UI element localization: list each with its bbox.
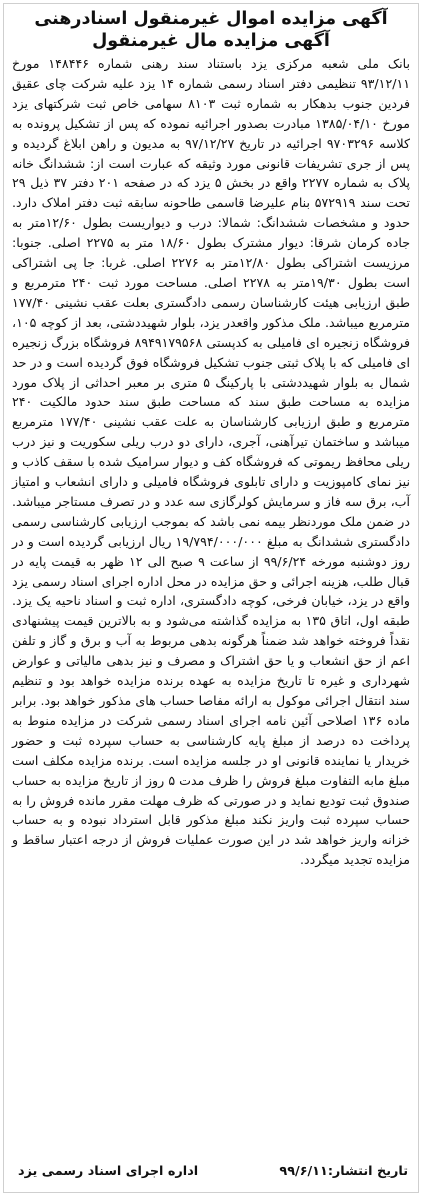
issuing-office: اداره اجرای اسناد رسمی یزد — [18, 1164, 199, 1179]
notice-subtitle: آگهی مزایده مال غیرمنقول — [92, 31, 330, 51]
publication-date: تاریخ انتشار:۹۹/۶/۱۱ — [279, 1164, 408, 1179]
auction-notice — [3, 3, 419, 1193]
notice-body: بانک ملی شعبه مرکزی یزد باستناد سند رهنی شماره ۱۴۸۴۴۶ مورخ ۹۳/۱۲/۱۱ تنظیمی دفتر اسناد رسمی شماره ۱۴ یزد علیه شرکت چای عقیق فردین جنوب بدهکار به شماره ثبت ۸۱۰۳ سهامی خاص ثبت شرکتهای یزد مورخ ۱۳۸۵/۰۴/۱۰ مبادرت بصدور اجرائیه نموده که پس از تشکیل پرونده به کلاسه ۹۷۰۳۲۹۶ اجرائیه در تاریخ ۹۷/۱۲/۲۷ به مدیون و راهن ابلاغ گردیده و پس از جری تشریفات قانونی مورد وثیقه که عبارت است از: ششدانگ خانه پلاک به شماره ۲۲۷۷ واقع در بخش ۵ یزد که در صفحه ۲۰۱ دفتر ۳۷ ذیل ۲۹ تحت سند ۵۷۲۹۱۹ بنام علیرضا قاسمی طاحونه سابقه ثبت دفتر املاک دارد. حدود و مشخصات ششدانگ: شمالا: درب و دیواریست بطول ۱۲/۶۰متر به جاده کرمان شرقا: دیوار مشترک بطول ۱۸/۶۰ متر به ۲۲۷۵ اصلی. جنوبا: مرزیست اشتراکی بطول ۱۲/۸۰متر به ۲۲۷۶ اصلی. غربا: جا پی اشتراکی است بطول ۱۹/۳۰متر به ۲۲۷۸ اصلی. مساحت مورد ثبت ۲۴۰ مترمربع و طبق ارزیابی هیئت کارشناسان رسمی دادگستری بعلت عقب نشینی ۱۷۷/۴۰ مترمربع میباشد. ملک مذکور واقعدر یزد، بلوار شهیددشتی، بعد از کوچه ۱۰۵، فروشگاه زنجیره ای فامیلی به کدپستی ۸۹۴۹۱۷۹۵۶۸ فروشگاه بزرگ زنجیره ای فامیلی که با پلاک ثبتی جنوب تشکیل فروشگاه فوق گردیده است و در حد شمال به بلوار شهیددشتی با پارکینگ ۵ متری بر معبر احداثی از پلاک مورد مزایده به مساحت طبق سند که مساحت طبق سند حدود مالکیت ۲۴۰ مترمربع و طبق ارزیابی کارشناسان به علت عقب نشینی ۱۷۷/۴۰ مترمربع میباشد و ساختمان تیرآهنی، آجری، دارای دو درب ریلی سکوریت و نیز درب ریلی محافظ ریموتی که فروشگاه کف و دیوار سرامیک شده با سقف کاذب و نیز نمای کامپوزیت و دارای تابلوی فروشگاه فامیلی و دارای انشعاب و امتیاز آب، برق سه فاز و سرمایش کولرگازی سه عدد و در تصرف مستاجر میباشد. در ضمن ملک موردنظر بیمه نمی باشد که بموجب ارزیابی کارشناسی رسمی دادگستری ششدانگ به مبلغ ۱۹/۷۹۴/۰۰۰/۰۰۰ ریال ارزیابی گردیده است و در روز دوشنبه مورخه ۹۹/۶/۲۴ از ساعت ۹ صبح الی ۱۲ ظهر به قیمت پایه در قبال طلب، هزینه اجرائی و حق مزایده در محل اداره اجرای اسناد رسمی یزد واقع در یزد، خیابان فرخی، کوچه دادگستری، اداره ثبت و اسناد ناحیه یک یزد. طبقه اول، اتاق ۱۳۵ به مزایده گذاشته می‌شود و به بالاترین قیمت پیشنهادی نقداً فروخته خواهد شد ضمناً هرگونه بدهی مربوط به آب و برق و گاز و تلفن اعم از حق انشعاب و یا حق اشتراک و مصرف و نیز بدهی مالیاتی و عوارض شهرداری و غیره تا تاریخ مزایده به عهده برنده مزایده خواهد بود و تنظیم سند انتقال اجرائی موکول به ارائه مفاصا حساب های مذکور خواهد بود. برابر ماده ۱۳۶ اصلاحی آئین نامه اجرای اسناد رسمی شرکت در مزایده منوط به پرداخت ده درصد از مبلغ پایه کارشناسی به حساب سپرده ثبت و حضور خریدار یا نماینده قانونی او در جلسه مزایده است. برنده مزایده مکلف است مبلغ مابه التفاوت مبلغ فروش را ظرف مدت ۵ روز از تاریخ مزایده به حساب صندوق ثبت تودیع نماید و در صورتی که ظرف مهلت مقرر مانده فروش را به حساب سپرده ثبت واریز نکند مبلغ مذکور قابل استرداد نبوده و به حساب خزانه واریز خواهد شد در این صورت عملیات فروش از درجه اعتبار ساقط و مزایده تجدید میگردد. — [12, 56, 411, 868]
notice-title: آگهی مزایده اموال غیرمنقول اسنادرهنی — [34, 9, 388, 29]
notice-footer — [18, 1162, 408, 1182]
